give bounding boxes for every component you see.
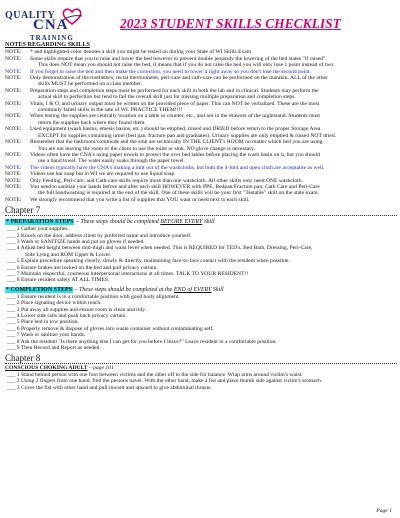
checklist-step: ___ 5 Explain procedure speaking clearly, slowly & directly, maintaining face-to-face contact with the resident when possible. <box>7 258 290 265</box>
completion-steps-label: * COMPLETION STEPS <box>6 286 73 293</box>
checklist-step: ___ 8 Ask the resident "Is there anything else I can get for you before I leave?" Leave resident in a comfortable position. <box>7 338 277 345</box>
note-label: NOTE: <box>5 177 22 184</box>
completion-steps-desc-end: Skill <box>211 286 224 293</box>
note-item <box>5 184 397 197</box>
note-text-line: Only Feeding, Peri-care, and Cath-care skills require more than one washcloth. All other skills only need ONE washcloth. <box>30 177 303 184</box>
note-label: NOTE: <box>5 183 22 190</box>
checklist-step: ___ 4 Lower side rails and push back privacy curtain. <box>7 313 127 320</box>
logo-word-training: TRAINING <box>30 34 74 42</box>
note-text-line: Vitals, I & O, and urinary output must be written on the provided piece of paper. This can NOT be verbalized. These are the most <box>30 100 320 107</box>
note-text-line: You need to sanitize your hands before and after each skill HOWEVER with PPE, Bedpan/Fracture pan, Cath Care and Peri-Care <box>30 183 320 190</box>
note-item <box>5 126 397 139</box>
note-item <box>5 197 397 203</box>
note-item <box>5 56 397 69</box>
note-item <box>5 113 397 126</box>
note-item <box>5 139 397 152</box>
checklist-step: ___ 1 Gather your supplies. <box>7 226 69 233</box>
note-text-line: Used equipment (wash basins, emesis basins, etc.) should be emptied, rinsed and DRIED before return to the proper Storage Area <box>30 126 321 133</box>
preparation-steps-heading <box>5 219 397 226</box>
checklist-step: ___ 2 Knock on the door, address client by preferred name and introduce yourself. <box>7 232 192 239</box>
preparation-steps-desc: – These steps should be completed <box>74 219 161 226</box>
note-label: NOTE: <box>5 126 22 133</box>
completion-steps-heading <box>5 287 397 294</box>
note-text-line: use a hand towel. The water easily soaks through the paper towel. <box>38 158 185 165</box>
checklist-step: ___ 3 Cover the fist with other hand and pull inward and upward to give abdominal thrusts. <box>7 384 212 391</box>
note-label: NOTE: <box>5 68 22 75</box>
note-text-line: If you forget to raise the bed and then make the correction, you need to lower it right away so you don't lose the second point. <box>30 68 311 75</box>
checklist-step: ___ 1 Stand behind person with one foot between victims and the other off to the side for balance. Wrap arms around victim's waist. <box>7 371 303 378</box>
checklist-step: ___ 6 Properly remove & dispose of gloves into waste container without contaminating self. <box>7 325 214 332</box>
checklist-step: ___ 9 Then Record and Report as needed. <box>7 345 101 352</box>
checklist-step: ___ 7 Wash or sanitize your hands. <box>7 332 86 339</box>
page-number: Page 1 <box>376 508 392 514</box>
note-text-line: actual skill to perfection but tend to fail the overall skill just for missing multiple preparation and completion steps. <box>38 94 296 101</box>
note-text-line: skills MUST be performed on a class member. <box>38 81 142 88</box>
note-text-line: The videos typically have the CNA's making a mitt out of the washcloths, but both the 4-fold and open cloth are acceptable as well. <box>30 164 325 171</box>
checklist-step: ___ 3 Put away all supplies and ensure room is clean and tidy. <box>7 306 146 313</box>
logo-word-cna: CNA <box>33 17 69 33</box>
note-text-line: Some skills require that you to raise and lower the bed however to prevent double jeopardy the lowering of the bed states "if raised". <box>30 55 327 62</box>
notes-heading: NOTES REGARDING SKILLS <box>5 41 90 48</box>
checklist-step: ___ 6 Ensure brakes are locked on the bed and pull privacy curtain. <box>7 264 158 271</box>
checklist-step: ___ 2 Place signaling device within reach. <box>7 300 102 307</box>
note-text-line: Remember that the bathroom/commode and the sink are technically IN THE CLIENT's ROOM no matter which bed you are using. <box>30 139 324 146</box>
preparation-steps-list <box>5 226 397 284</box>
choking-heading-title: CONSCIOUS CHOKING ADULT <box>5 365 88 372</box>
note-text-line: When testing the supplies are centrally location on a table or counter, etc., and not in the drawers of the nightstand. Students must <box>30 113 320 120</box>
chapter-8-heading: Chapter 8 <box>5 353 397 364</box>
note-label: NOTE: <box>5 139 22 146</box>
note-text-line: This does NOT mean you should not raise the bed, it means that if you do not raise the bed you will only lose 1 point instead of two. <box>38 62 335 69</box>
note-label: NOTE: <box>5 164 22 171</box>
note-text-line: return the supplies back where they found them. <box>38 119 146 126</box>
note-item <box>5 75 397 88</box>
note-label: NOTE: <box>5 196 22 203</box>
note-text-line: Preparation steps and completion steps must be performed for each skill in both the lab and in clinical. Students may perform the <box>30 87 319 94</box>
completion-steps-emphasis: END of EVERY <box>173 286 212 293</box>
note-text-line: EXCEPT for supplies containing urine (bed pan, fracture pan and graduates). Urinary supplies are only emptied & rinsed NOT dried. <box>38 132 337 139</box>
checklist-step: ___ 3 Wash or SANITIZE hands and put on gloves if needed. <box>7 238 145 245</box>
note-item <box>5 88 397 101</box>
chapter-7-heading: Chapter 7 <box>5 205 397 216</box>
note-text-line: * and highlighted color denotes a skill you might be tested on during your State of WI Skills Exam <box>30 49 252 56</box>
note-label: NOTE: <box>5 87 22 94</box>
checklist-step: ___ 2 Using 2 fingers from one hand, find the persons navel. With the other hand, make a fist and place thumb side against victim's stomach. <box>7 378 323 385</box>
note-label: NOTE: <box>5 100 22 107</box>
note-label: NOTE: <box>5 75 22 82</box>
note-item <box>5 152 397 165</box>
note-text-line: We strongly recommend that you write a list of supplies that YOU want or need next to each skill. <box>30 196 250 203</box>
checklist-step: ___ 5 Place bed in low position. <box>7 319 79 326</box>
choking-page-ref: – page 101 <box>87 365 114 372</box>
notes-list <box>5 49 397 203</box>
note-text-line: Videos use bar soap but in WI we are required to use liquid soap. <box>30 171 176 178</box>
note-label: NOTE: <box>5 171 22 178</box>
completion-steps-list <box>5 294 397 352</box>
checklist-step: ___ 8 Ensure resident safety AT ALL TIMES. <box>7 277 110 284</box>
checklist-step: ___ 4 Adjust bed height between mid-thigh and waist level when needed. This is REQUIRED for TED's, Bed Bath, Dressing, Peri-Care, <box>7 245 313 252</box>
preparation-steps-desc-end: Skill <box>202 219 215 226</box>
checklist-content <box>5 42 397 391</box>
note-text-line: You are not leaving the room or the client to use the toilet or sink. NO glove change is necessary. <box>38 145 256 152</box>
preparation-steps-emphasis: BEFORE EVERY <box>160 219 203 226</box>
note-label: NOTE: <box>5 113 22 120</box>
logo-word-quality: QUALITY <box>5 10 56 21</box>
quality-cna-training-logo <box>5 6 91 44</box>
checklist-step: ___ 7 Maintain respectful, courteous interpersonal interactions at all times. TALK TO YOUR RESIDENT!! <box>7 271 249 277</box>
note-label: NOTE: <box>5 55 22 62</box>
note-text-line: commonly failed skills in the sate of WI. PRACTICE THEM!!!! <box>38 107 183 114</box>
note-item <box>5 101 397 114</box>
note-text-line: Only demonstration of the toothette's, rectal thermometer, peri-care and cath-care can be performed on the manikin. ALL of the other <box>30 75 328 82</box>
preparation-steps-label: * PREPARATION STEPS <box>6 219 74 226</box>
completion-steps-desc: – These steps should be completed at the <box>73 286 174 293</box>
page-title: 2023 STUDENT SKILLS CHECKLIST <box>120 16 341 31</box>
note-text-line: Videos often have the CNA's using paper towels to protect the over bed tables before placing the wash basin on it, but you should <box>30 151 320 158</box>
checklist-step: ___ 1 Ensure resident is in a comfortable position with good body alignment. <box>7 293 180 300</box>
checklist-step: Side Lying and ROM Upper & Lower. <box>25 251 112 258</box>
note-label: NOTE: <box>5 49 22 56</box>
note-text-line: the full handwashing is required at the end of the skill. One of these skills will be your first "Testable" skill on the state exam. <box>38 190 320 197</box>
note-label: NOTE: <box>5 151 22 158</box>
choking-steps-list <box>5 372 397 391</box>
